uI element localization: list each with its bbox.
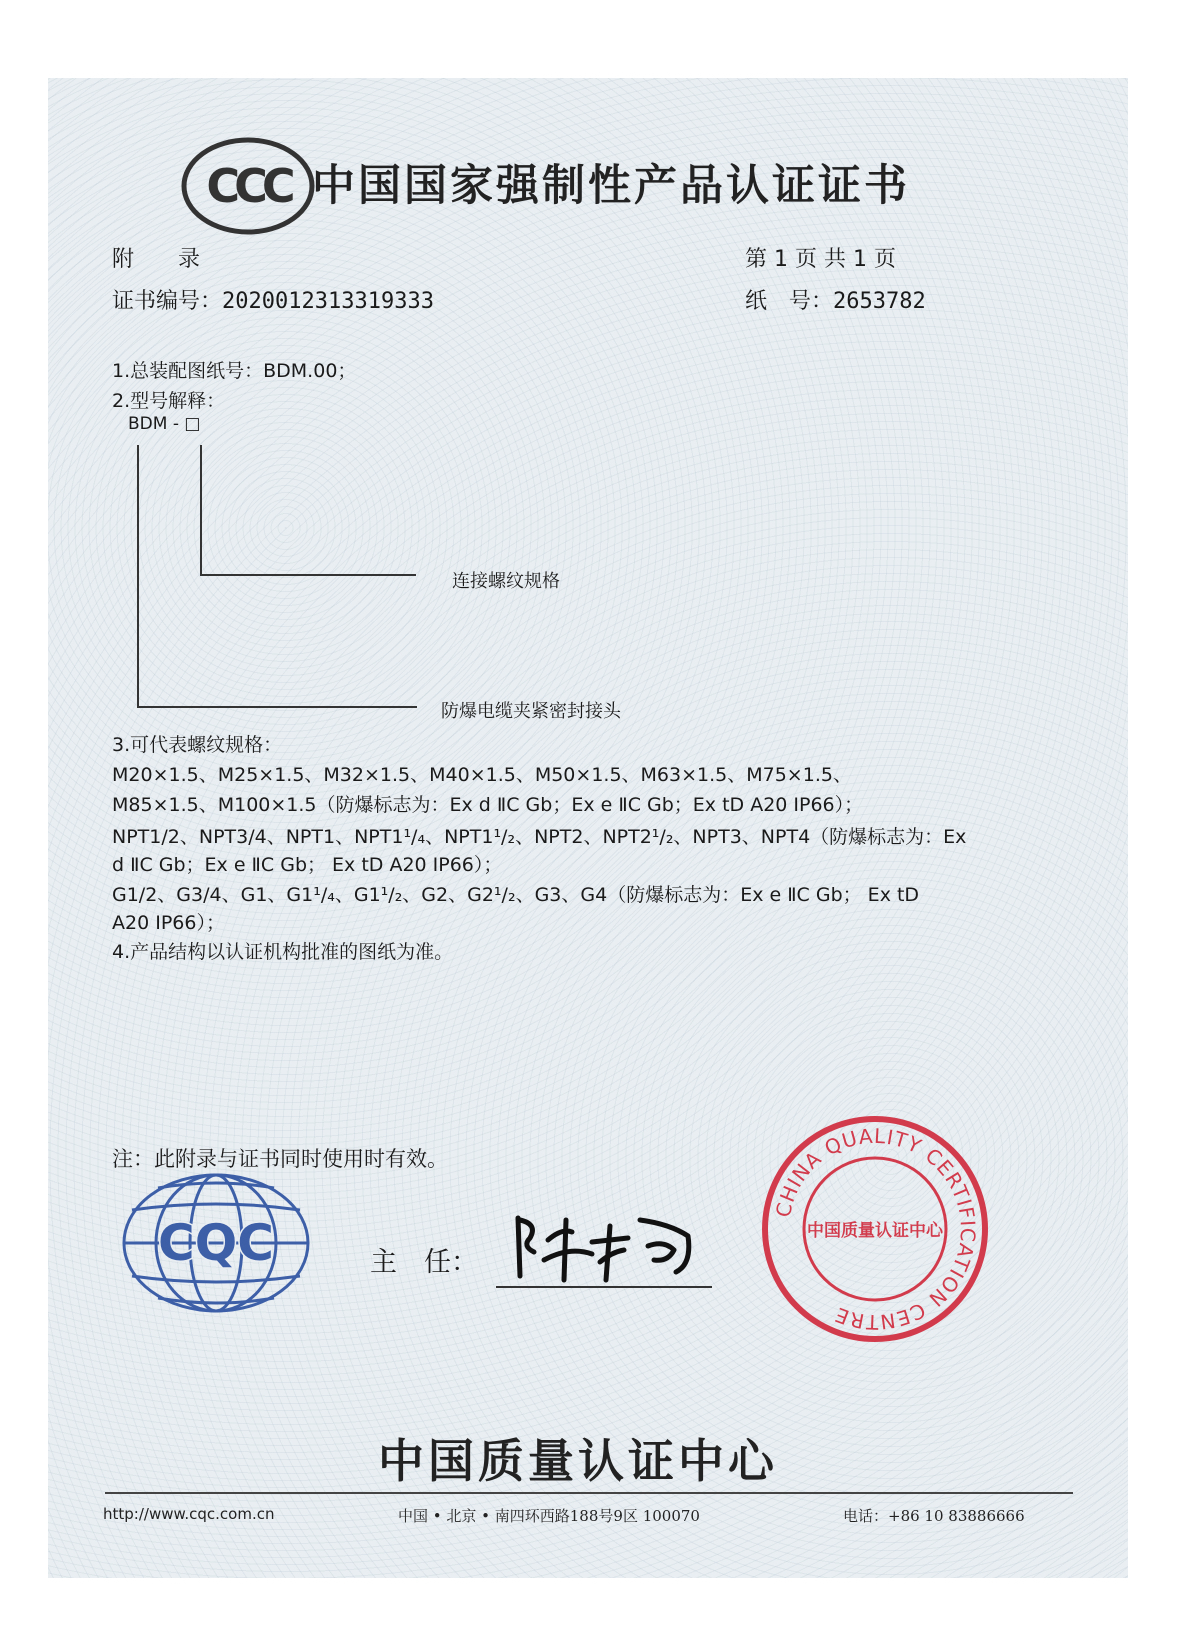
cert-no-row: [112, 284, 434, 315]
paper-no-label: 纸 号：: [745, 289, 834, 314]
cert-no-label: 证书编号：: [112, 289, 223, 314]
footer-phone: 电话：+86 10 83886666: [843, 1507, 1025, 1525]
item-2: 2.型号解释：: [112, 390, 226, 412]
seal-inner-text: 中国质量认证中心: [807, 1221, 943, 1241]
issuing-centre-name: 中国质量认证中心: [378, 1434, 778, 1488]
footer-divider: [105, 1492, 1073, 1494]
seal-outer-text: CHINA QUALITY CERTIFICATION CENTRE: [770, 1123, 981, 1335]
cqc-logo: [118, 1170, 314, 1316]
footer-website: http://www.cqc.com.cn: [103, 1505, 275, 1523]
branch1-label: 连接螺纹规格: [452, 571, 560, 592]
paper-no-row: [745, 284, 926, 315]
m-thread-line-2: M85×1.5、M100×1.5（防爆标志为：Ex d ⅡC Gb；Ex e ⅡC Gb；Ex tD A20 IP66）；: [112, 794, 864, 816]
footer-address: 中国 • 北京 • 南四环西路188号9区 100070: [398, 1507, 700, 1525]
signature-line: [496, 1286, 712, 1288]
director-label: 主 任：: [370, 1247, 478, 1278]
paper-no-value: 2653782: [833, 289, 926, 314]
ccc-logo-text: CCC: [206, 159, 290, 213]
branch1-horizontal-line: [200, 574, 416, 576]
certificate-title: 中国国家强制性产品认证证书: [312, 161, 910, 211]
branch1-vertical-line: [200, 445, 202, 575]
npt-thread-line-2: d ⅡC Gb；Ex e ⅡC Gb； Ex tD A20 IP66）；: [112, 854, 503, 876]
appendix-label: 附 录: [112, 247, 201, 272]
g-thread-line-2: A20 IP66）；: [112, 912, 225, 934]
g-thread-line-1: G1/2、G3/4、G1、G1¹/₄、G1¹/₂、G2、G2¹/₂、G3、G4（防爆标志为：Ex e ⅡC Gb； Ex tD: [112, 884, 920, 906]
branch2-horizontal-line: [137, 706, 417, 708]
branch2-vertical-line: [137, 445, 139, 707]
branch2-label: 防爆电缆夹紧密封接头: [441, 701, 621, 722]
m-thread-line-1: M20×1.5、M25×1.5、M32×1.5、M40×1.5、M50×1.5、M63×1.5、M75×1.5、: [112, 764, 852, 786]
page-info: 第 1 页 共 1 页: [745, 247, 896, 272]
cert-no-value: 2020012313319333: [222, 289, 434, 314]
model-code: BDM - □: [128, 414, 201, 434]
official-seal: [760, 1114, 990, 1344]
validity-note: 注：此附录与证书同时使用时有效。: [112, 1147, 448, 1171]
director-signature: [500, 1180, 720, 1290]
item-1: 1.总装配图纸号：BDM.00；: [112, 360, 357, 382]
npt-thread-line-1: NPT1/2、NPT3/4、NPT1、NPT1¹/₄、NPT1¹/₂、NPT2、NPT2¹/₂、NPT3、NPT4（防爆标志为：Ex: [112, 826, 967, 848]
cqc-logo-text: CQC: [158, 1214, 274, 1272]
item-3: 3.可代表螺纹规格：: [112, 734, 283, 756]
item-4: 4.产品结构以认证机构批准的图纸为准。: [112, 941, 454, 963]
ccc-logo: [180, 136, 316, 236]
